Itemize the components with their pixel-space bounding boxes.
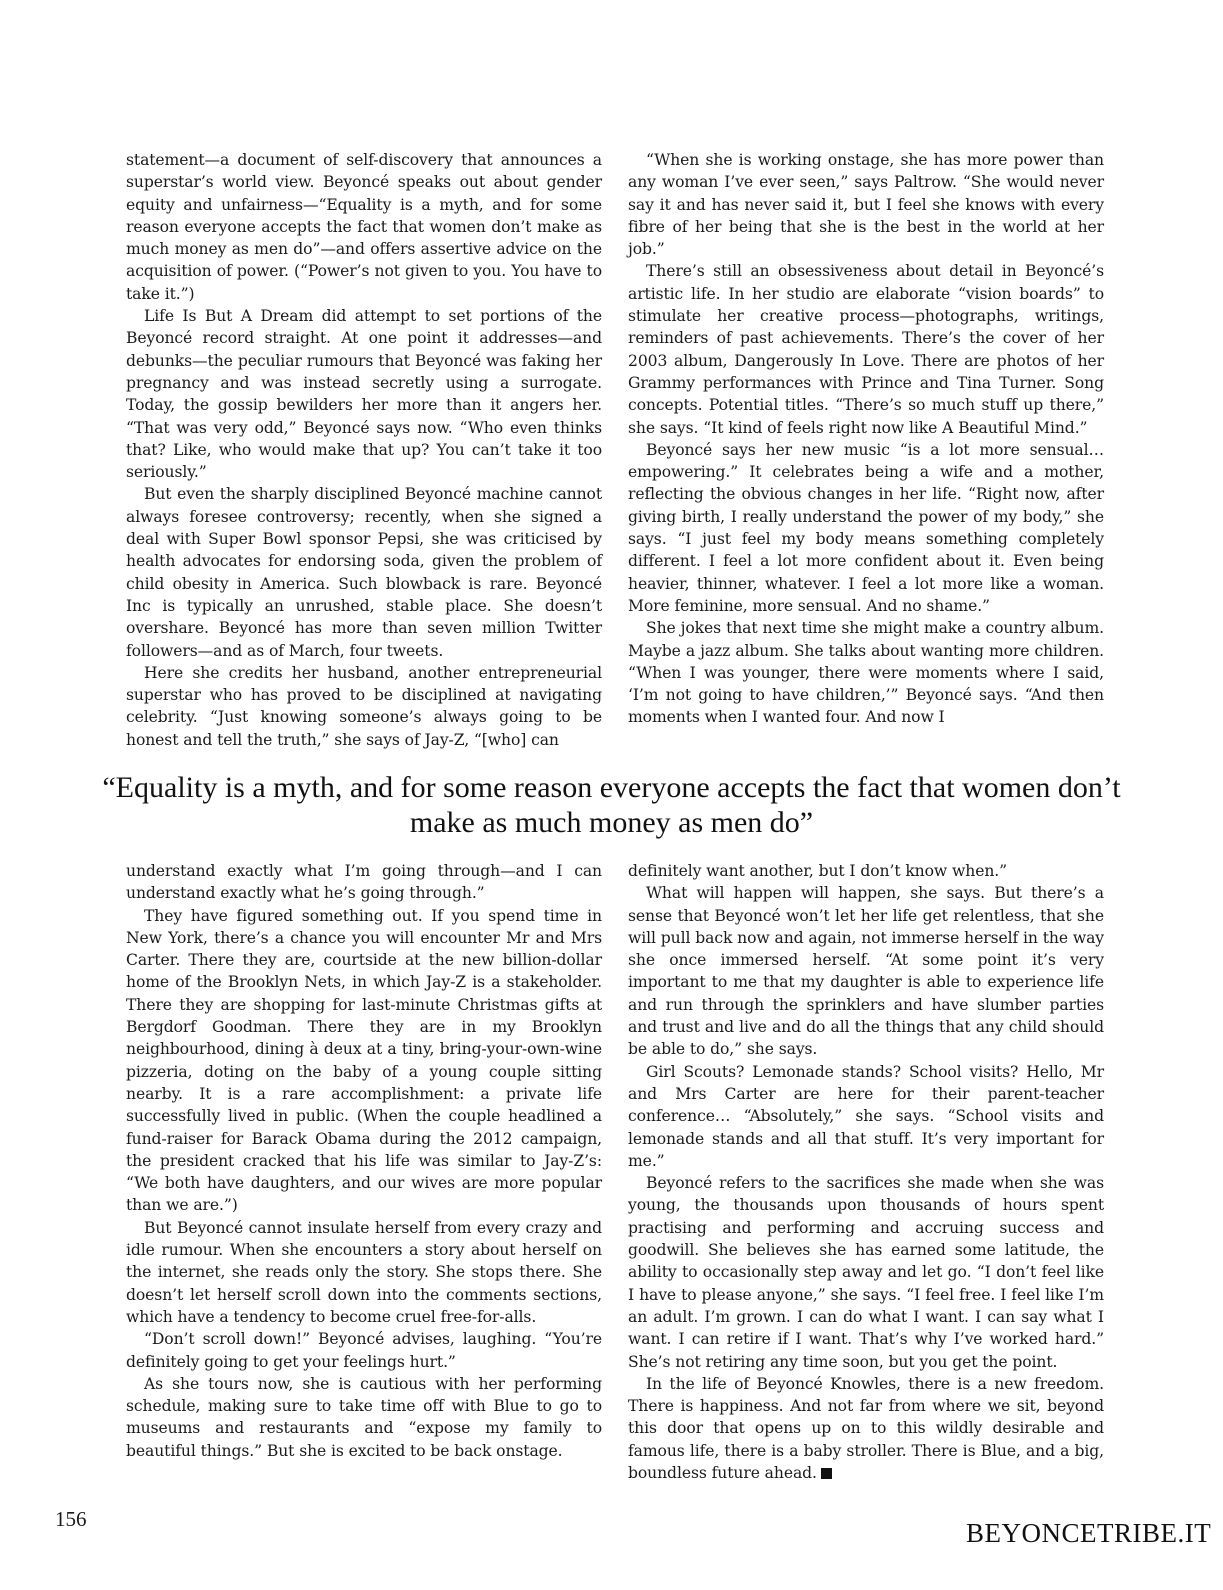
- paragraph: “When she is working onstage, she has more power than any woman I’ve ever seen,” says Paltrow. “She would never say it and has never said it, but I feel she knows with every fibre of her being that she is the best in the world at her job.”: [628, 151, 1104, 259]
- pull-quote: “Equality is a myth, and for some reason everyone accepts the fact that women don’t make as much money as men do”: [102, 771, 1121, 839]
- paragraph: Beyoncé refers to the sacrifices she made when she was young, the thousands upon thousands of hours spent practising and performing and accruing success and goodwill. She believes she has earned some latitude, the ability to occasionally step away and let go. “I don’t feel like I have to please anyone,” she says. “I feel free. I feel like I’m an adult. I’m grown. I can do what I want. I can say what I want. I can retire if I want. That’s why I’ve worked hard.” She’s not retiring any time soon, but you get the point.: [628, 1174, 1104, 1371]
- paragraph: As she tours now, she is cautious with her performing schedule, making sure to take time off with Blue to go to museums and restaurants and “expose my family to beautiful things.” But she is excited to be back onstage.: [126, 1374, 602, 1460]
- paragraph: [628, 1373, 1104, 1484]
- paragraph: Here she credits her husband, another entrepreneurial superstar who has proved to be disciplined at navigating celebrity. “Just knowing someone’s always going to be honest and tell the truth,” she says of Jay-Z, “[who] can: [126, 663, 602, 749]
- paragraph: definitely want another, but I don’t know when.”: [628, 862, 1008, 880]
- end-of-article-square-icon: [821, 1468, 832, 1479]
- article-column-top-left: [126, 149, 602, 754]
- watermark: BEYONCETRIBE.IT: [966, 1518, 1212, 1548]
- article-column-bottom-right: [628, 860, 1104, 1483]
- paragraph: There’s still an obsessiveness about detail in Beyoncé’s artistic life. In her studio are elaborate “vision boards” to stimulate her creative process—photographs, writings, reminders of past achievements. There’s the cover of her 2003 album, Dangerously In Love. There are photos of her Grammy performances with Prince and Tina Turner. Song concepts. Potential titles. “There’s so much stuff up there,” she says. “It kind of feels right now like A Beautiful Mind.”: [628, 262, 1104, 437]
- paragraph: What will happen will happen, she says. But there’s a sense that Beyoncé won’t let her life get relentless, that she will pull back now and again, not immerse herself in the way she once immersed herself. “At some point it’s very important to me that my daughter is able to experience life and run through the sprinklers and have slumber parties and trust and live and do all the things that any child should be able to do,” she says.: [628, 884, 1104, 1059]
- paragraph: But even the sharply disciplined Beyoncé machine cannot always foresee controversy; recently, when she signed a deal with Super Bowl sponsor Pepsi, she was criticised by health advocates for endorsing soda, given the problem of child obesity in America. Such blowback is rare. Beyoncé Inc is typically an unrushed, stable place. She doesn’t overshare. Beyoncé has more than seven million Twitter followers—and as of March, four tweets.: [126, 485, 602, 660]
- paragraph: Beyoncé says her new music “is a lot more sensual… empowering.” It celebrates being a wife and a mother, reflecting the obvious changes in her life. “Right now, after giving birth, I really understand the power of my body,” she says. “I just feel my body means something completely different. I feel a lot more confident about it. Even being heavier, thinner, whatever. I feel a lot more like a woman. More feminine, more sensual. And no shame.”: [628, 440, 1104, 615]
- paragraph: They have figured something out. If you spend time in New York, there’s a chance you will encounter Mr and Mrs Carter. There they are, courtside at the new billion-dollar home of the Brooklyn Nets, in which Jay-Z is a stakeholder. There they are shopping for last-minute Christmas gifts at Bergdorf Goodman. There they are in my Brooklyn neighbourhood, dining à deux at a tiny, bring-your-own-wine pizzeria, doting on the baby of a young couple sitting nearby. It is a rare accomplishment: a private life successfully lived in public. (When the couple headlined a fund-raiser for Barack Obama during the 2012 campaign, the president cracked that his life was similar to Jay-Z’s: “We both have daughters, and our wives are more popular than we are.”): [126, 906, 602, 1215]
- paragraph: Girl Scouts? Lemonade stands? School visits? Hello, Mr and Mrs Carter are here for their parent-teacher conference… “Absolutely,” she says. “School visits and lemonade stands and all that stuff. It’s very important for me.”: [628, 1062, 1104, 1170]
- paragraph: Life Is But A Dream did attempt to set portions of the Beyoncé record straight. At one point it addresses—and debunks—the peculiar rumours that Beyoncé was faking her pregnancy and was instead secretly using a surrogate. Today, the gossip bewilders her more than it angers her. “That was very odd,” Beyoncé says now. “Who even thinks that? Like, who would make that up? You can’t take it too seriously.”: [126, 307, 602, 482]
- closing-paragraph-text: In the life of Beyoncé Knowles, there is a new freedom. There is happiness. And not far from where we sit, beyond this door that opens up on to this wildly desirable and famous life, there is a baby stroller. There is Blue, and a big, boundless future ahead.: [628, 1374, 1104, 1483]
- article-column-bottom-left: [126, 860, 602, 1470]
- paragraph: statement—a document of self-discovery that announces a superstar’s world view. Beyoncé speaks out about gender equity and unfairness—“Equality is a myth, and for some reason everyone accepts the fact that women don’t make as much money as men do”—and offers assertive advice on the acquisition of power. (“Power’s not given to you. You have to take it.”): [126, 151, 602, 303]
- paragraph: She jokes that next time she might make a country album. Maybe a jazz album. She talks about wanting more children. “When I was younger, there were moments where I said, ‘I’m not going to have children,’” Beyoncé says. “And then moments when I wanted four. And now I: [628, 619, 1104, 727]
- article-column-top-right: [628, 149, 1104, 754]
- paragraph: But Beyoncé cannot insulate herself from every crazy and idle rumour. When she encounters a story about herself on the internet, she reads only the story. She stops there. She doesn’t let herself scroll down into the comments sections, which have a tendency to become cruel free-for-alls.: [126, 1218, 602, 1326]
- page-number: 156: [55, 1507, 87, 1531]
- paragraph: “Don’t scroll down!” Beyoncé advises, laughing. “You’re definitely going to get your feelings hurt.”: [126, 1330, 602, 1371]
- paragraph: understand exactly what I’m going through—and I can understand exactly what he’s going through.”: [126, 862, 602, 903]
